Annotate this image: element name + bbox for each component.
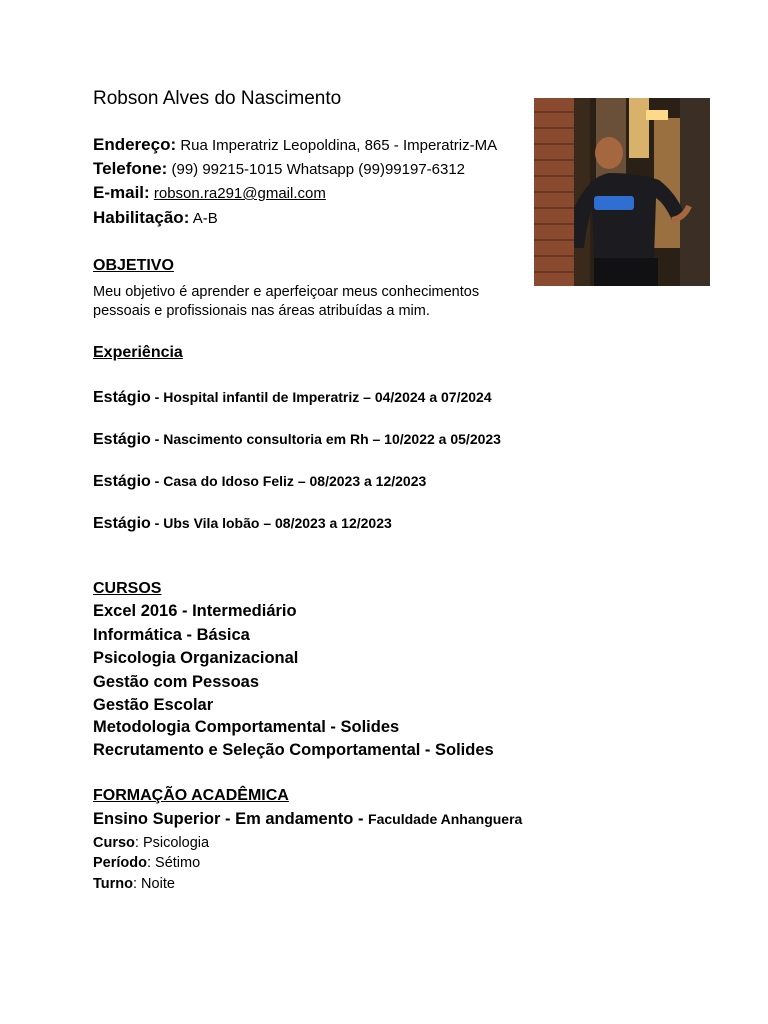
course-item: Informática - Básica: [93, 626, 250, 644]
course-value: : Psicologia: [134, 835, 210, 851]
experience-item: [93, 515, 392, 533]
experience-item: [93, 431, 501, 449]
address-line: [93, 135, 497, 155]
shift-value: : Noite: [133, 876, 175, 892]
license-value: A-B: [192, 210, 218, 227]
license-label: Habilitação:: [93, 208, 190, 227]
profile-photo: [534, 98, 710, 286]
period-value: : Sétimo: [146, 855, 201, 871]
experience-heading: Experiência: [93, 344, 183, 361]
experience-detail: - Casa do Idoso Feliz – 08/2023 a 12/2023: [150, 473, 427, 489]
objective-line-1: Meu objetivo é aprender e aperfeiçoar meus conhecimentos: [93, 284, 480, 300]
objective-line-2: pessoais e profissionais nas áreas atribuídas a mim.: [93, 303, 430, 319]
email-label: E-mail:: [93, 183, 150, 202]
experience-detail: - Hospital infantil de Imperatriz – 04/2024 a 07/2024: [150, 389, 492, 405]
education-shift: [93, 876, 175, 892]
course-item: Gestão com Pessoas: [93, 673, 259, 691]
experience-role: Estágio: [93, 515, 151, 532]
experience-detail: - Ubs Vila lobão – 08/2023 a 12/2023: [150, 515, 392, 531]
phone-value: (99) 99215-1015 Whatsapp (99)99197-6312: [171, 161, 466, 178]
courses-heading: CURSOS: [93, 580, 162, 597]
education-level-text: Ensino Superior - Em andamento -: [93, 810, 369, 828]
period-label: Período: [93, 855, 147, 871]
course-item: Gestão Escolar: [93, 696, 214, 714]
education-course: [93, 835, 209, 851]
experience-role: Estágio: [93, 431, 151, 448]
email-line: [93, 183, 326, 203]
experience-item: [93, 473, 426, 491]
objective-heading: OBJETIVO: [93, 257, 174, 274]
shift-label: Turno: [93, 876, 133, 892]
candidate-name: Robson Alves do Nascimento: [93, 88, 342, 109]
experience-item: [93, 389, 492, 407]
experience-detail: - Nascimento consultoria em Rh – 10/2022 a 05/2023: [150, 431, 501, 447]
course-item: Excel 2016 - Intermediário: [93, 602, 297, 620]
education-level: [93, 810, 522, 829]
course-item: Metodologia Comportamental - Solides: [93, 718, 400, 736]
course-item: Recrutamento e Seleção Comportamental - Solides: [93, 741, 494, 759]
education-institution: Faculdade Anhanguera: [368, 811, 523, 827]
address-value: Rua Imperatriz Leopoldina, 865 - Imperatriz-MA: [180, 137, 498, 154]
email-link[interactable]: robson.ra291@gmail.com: [153, 185, 326, 202]
experience-role: Estágio: [93, 389, 151, 406]
phone-line: [93, 159, 465, 179]
experience-role: Estágio: [93, 473, 151, 490]
license-line: [93, 208, 218, 228]
course-item: Psicologia Organizacional: [93, 649, 299, 667]
course-label: Curso: [93, 835, 135, 851]
phone-label: Telefone:: [93, 159, 168, 178]
education-period: [93, 855, 200, 871]
education-heading: FORMAÇÃO ACADÊMICA: [93, 787, 289, 804]
address-label: Endereço:: [93, 135, 177, 154]
